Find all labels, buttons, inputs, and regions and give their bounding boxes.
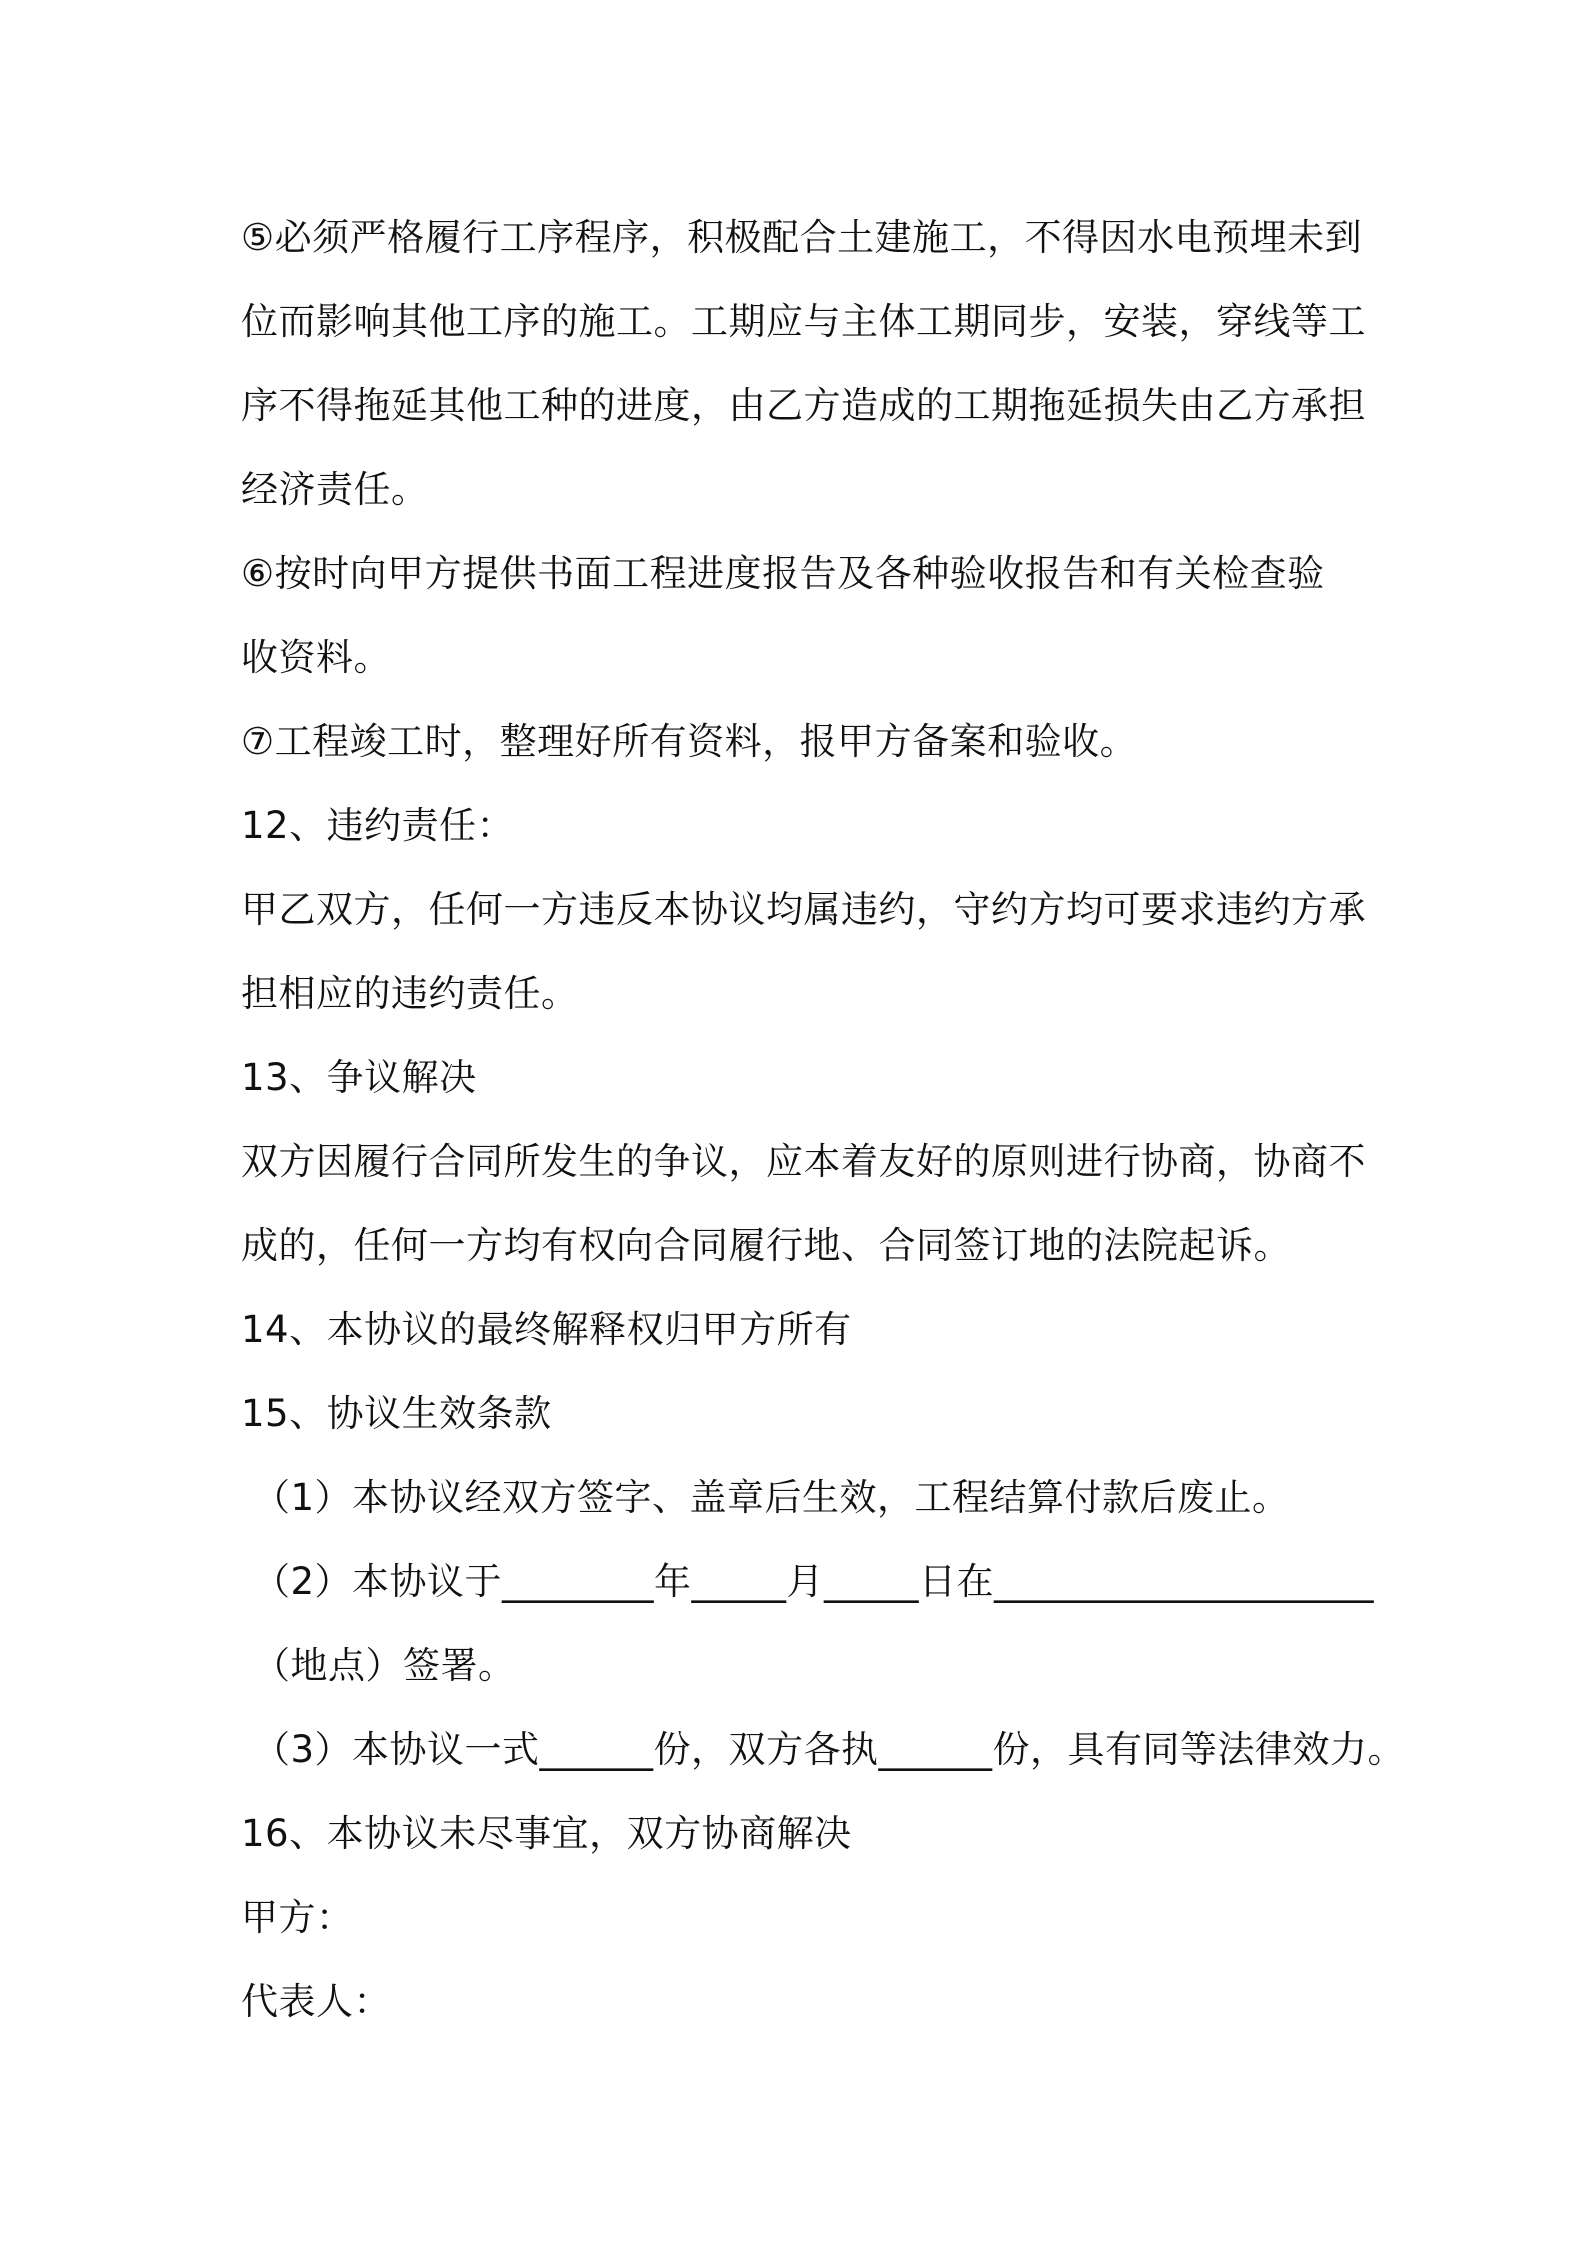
clause-11-item-7: ⑦工程竣工时，整理好所有资料，报甲方备案和验收。 [241, 720, 1138, 763]
clause-15-item-3: （3）本协议一式______份，双方各执______份，具有同等法律效力。 [253, 1728, 1406, 1771]
clause-11-item-5-line-4: 经济责任。 [241, 468, 429, 511]
clause-11-item-5-line-2: 位而影响其他工序的施工。工期应与主体工期同步，安装，穿线等工 [241, 300, 1366, 343]
clause-12-text-line-1: 甲乙双方，任何一方违反本协议均属违约，守约方均可要求违约方承 [241, 888, 1366, 931]
clause-15-item-2-line-1: （2）本协议于________年_____月_____日在____________________ [253, 1560, 1375, 1603]
clause-15-item-1: （1）本协议经双方签字、盖章后生效，工程结算付款后废止。 [253, 1476, 1290, 1519]
clause-13-text-line-2: 成的，任何一方均有权向合同履行地、合同签订地的法院起诉。 [241, 1224, 1291, 1267]
clause-13-text-line-1: 双方因履行合同所发生的争议，应本着友好的原则进行协商，协商不 [241, 1140, 1366, 1183]
clause-13-heading: 13、争议解决 [241, 1056, 477, 1099]
clause-15-item-2-line-2: （地点）签署。 [253, 1644, 516, 1687]
clause-16: 16、本协议未尽事宜，双方协商解决 [241, 1812, 852, 1855]
document-body [241, 196, 1406, 2044]
party-a-label: 甲方： [241, 1896, 354, 1939]
clause-12-text-line-2: 担相应的违约责任。 [241, 972, 579, 1015]
clause-11-item-5-line-1: ⑤必须严格履行工序程序，积极配合土建施工，不得因水电预埋未到 [241, 216, 1363, 259]
clause-12-heading: 12、违约责任： [241, 804, 515, 847]
clause-14: 14、本协议的最终解释权归甲方所有 [241, 1308, 852, 1351]
clause-15-heading: 15、协议生效条款 [241, 1392, 552, 1435]
clause-11-item-5-line-3: 序不得拖延其他工种的进度，由乙方造成的工期拖延损失由乙方承担 [241, 384, 1366, 427]
representative-label: 代表人： [241, 1980, 391, 2023]
clause-11-item-6-line-2: 收资料。 [241, 636, 391, 679]
clause-11-item-6-line-1: ⑥按时向甲方提供书面工程进度报告及各种验收报告和有关检查验 [241, 552, 1325, 595]
